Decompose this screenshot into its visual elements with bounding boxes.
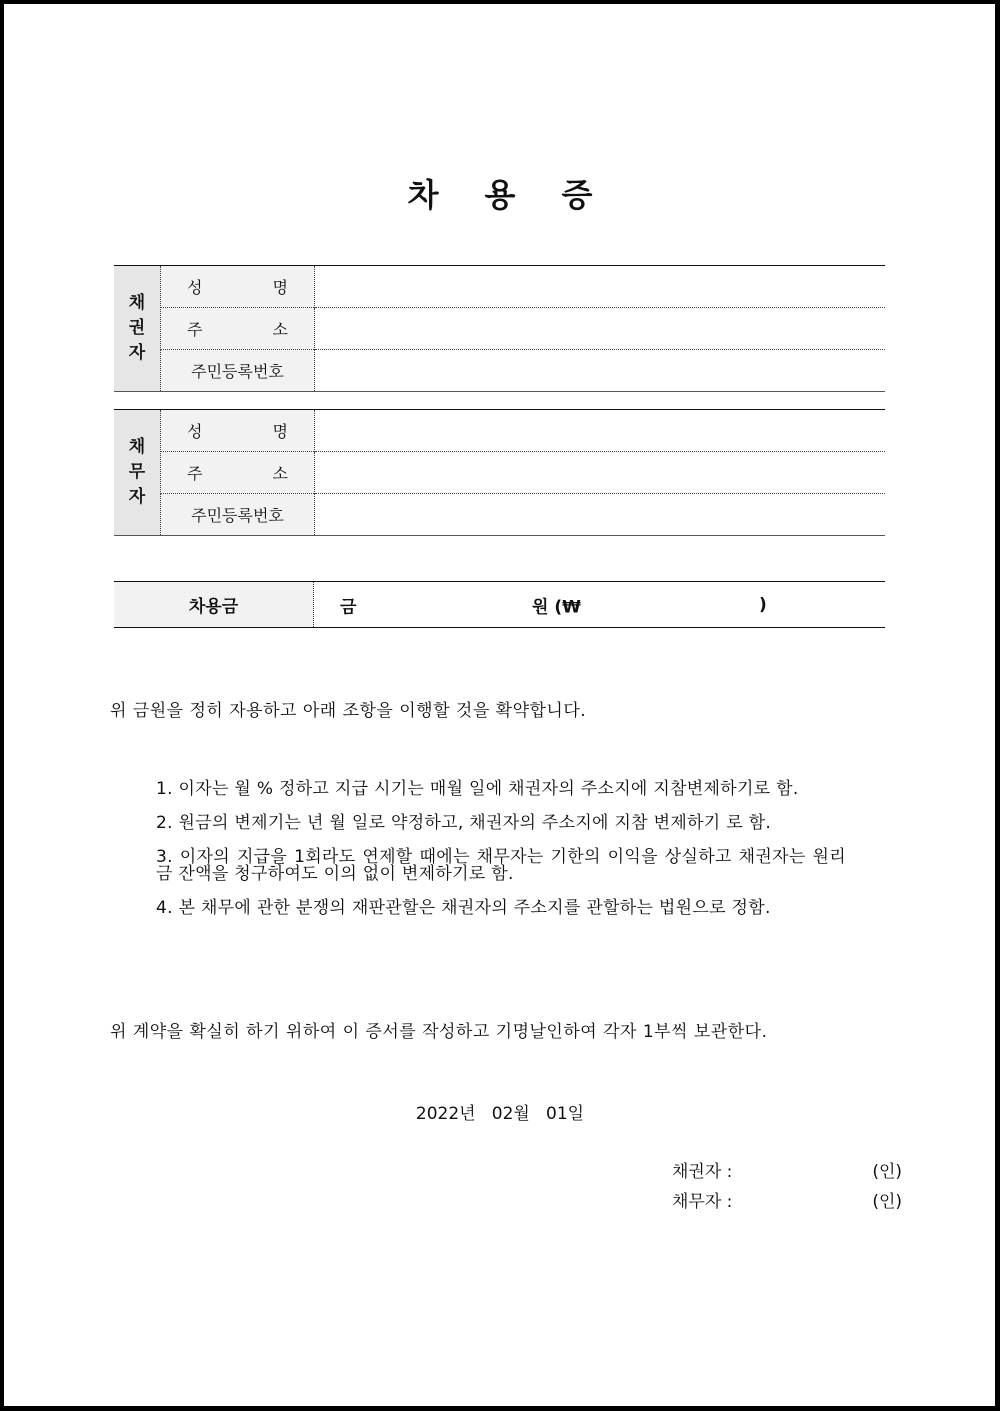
debtor-name-label: 성 명 bbox=[161, 410, 315, 452]
loan-amount-label: 차용금 bbox=[114, 582, 314, 628]
creditor-name-label: 성 명 bbox=[161, 266, 315, 308]
creditor-name-field[interactable] bbox=[315, 266, 886, 308]
debtor-signature-label: 채무자 : bbox=[672, 1192, 733, 1212]
debtor-id-field[interactable] bbox=[315, 494, 886, 536]
clause-3: 3. 이자의 지급을 1회라도 연제할 때에는 채무자는 기한의 이익을 상실하고 채권자는 원리금 잔액을 청구하여도 이의 없이 변제하기로 함. bbox=[156, 847, 846, 884]
debtor-side-label: 채 무 자 bbox=[114, 410, 161, 536]
creditor-id-label: 주민등록번호 bbox=[161, 350, 315, 392]
loan-close: ) bbox=[759, 594, 767, 615]
debtor-seal: (인) bbox=[872, 1192, 902, 1212]
creditor-id-field[interactable] bbox=[315, 350, 886, 392]
clause-2: 2. 원금의 변제기는 년 월 일로 약정하고, 채권자의 주소지에 지참 변제하기 로 함. bbox=[156, 813, 772, 833]
creditor-seal: (인) bbox=[872, 1162, 902, 1182]
loan-won: 원 (₩ bbox=[532, 597, 581, 617]
loan-amount-field[interactable] bbox=[314, 582, 886, 628]
closing-text: 위 계약을 확실히 하기 위하여 이 증서를 작성하고 기명날인하여 각자 1부씩 보관한다. bbox=[110, 1022, 768, 1042]
debtor-name-field[interactable] bbox=[315, 410, 886, 452]
loan-prefix: 금 bbox=[340, 597, 357, 617]
debtor-address-label: 주 소 bbox=[161, 452, 315, 494]
creditor-table bbox=[114, 265, 885, 392]
document-title: 차용증 bbox=[407, 176, 639, 214]
creditor-address-label: 주 소 bbox=[161, 308, 315, 350]
debtor-signature[interactable] bbox=[672, 1187, 902, 1212]
clause-list bbox=[156, 781, 846, 934]
clause-4: 4. 본 채무에 관한 분쟁의 재판관할은 채권자의 주소지를 관할하는 법원으로 정함. bbox=[156, 898, 771, 918]
creditor-address-field[interactable] bbox=[315, 308, 886, 350]
creditor-signature[interactable] bbox=[672, 1157, 902, 1182]
loan-amount-table bbox=[114, 581, 885, 628]
clause-1: 1. 이자는 월 % 정하고 지급 시기는 매월 일에 채권자의 주소지에 지참변제하기로 함. bbox=[156, 779, 799, 799]
creditor-signature-label: 채권자 : bbox=[672, 1162, 733, 1182]
debtor-address-field[interactable] bbox=[315, 452, 886, 494]
debtor-table bbox=[114, 409, 885, 536]
intro-text: 위 금원을 정히 자용하고 아래 조항을 이행할 것을 확약합니다. bbox=[110, 701, 587, 721]
contract-date: 2022년 02월 01일 bbox=[415, 1104, 585, 1124]
creditor-side-label: 채 권 자 bbox=[114, 266, 161, 392]
debtor-id-label: 주민등록번호 bbox=[161, 494, 315, 536]
